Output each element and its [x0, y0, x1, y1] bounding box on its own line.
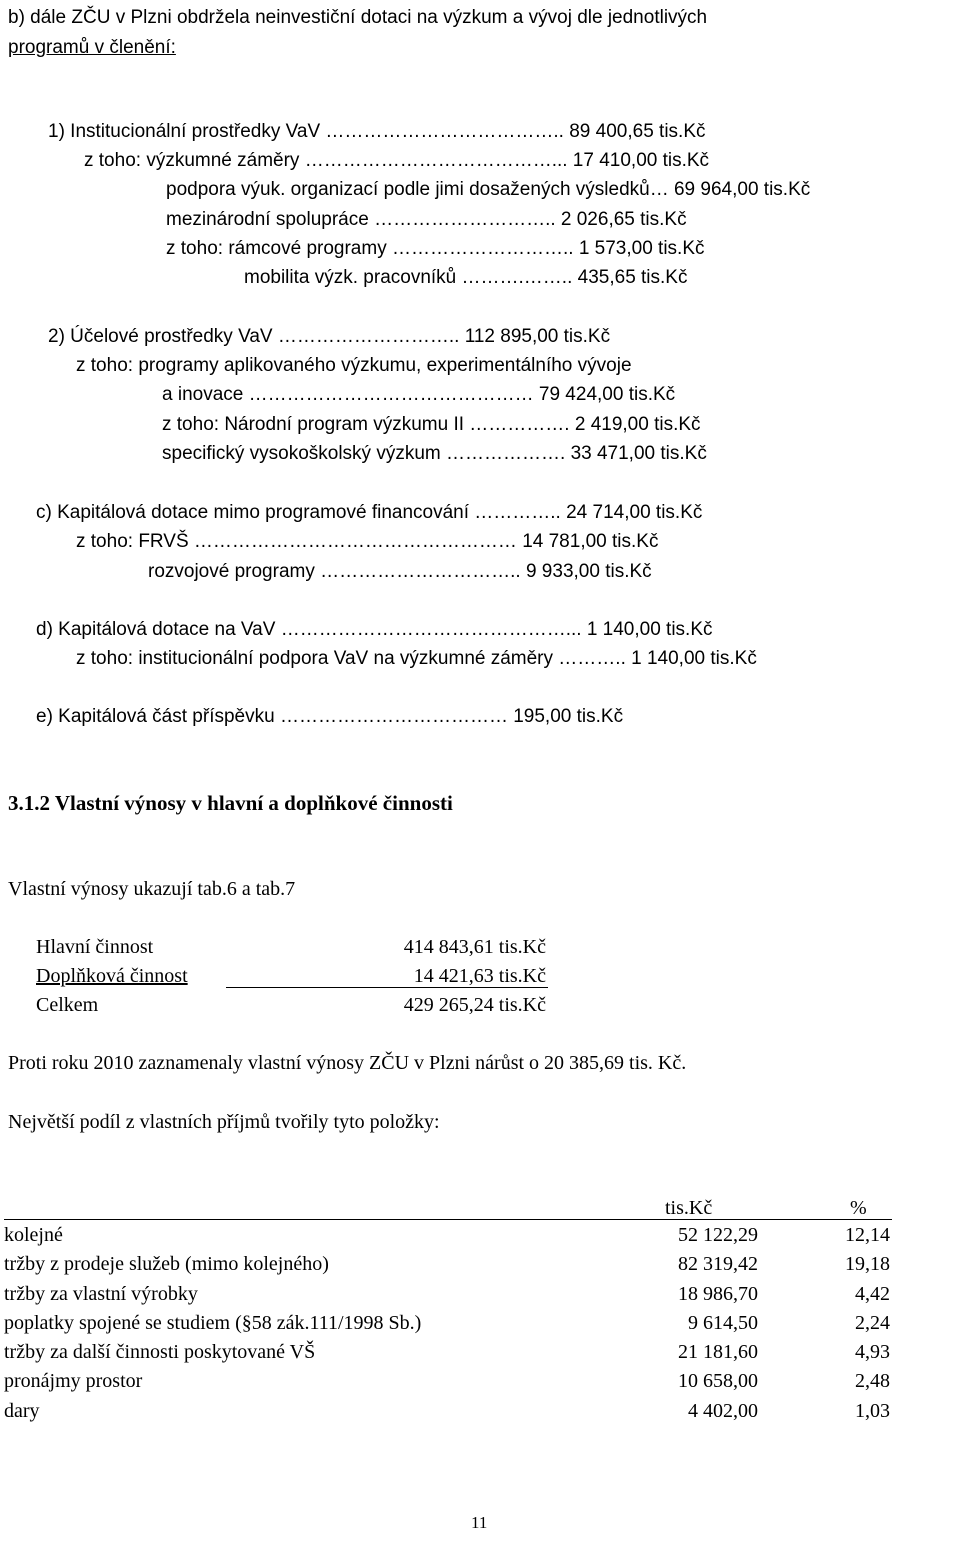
table-row-pct: 4,93	[855, 1341, 890, 1363]
s1-line-2: z toho: výzkumné záměry …………………………………... 17 410,00 tis.Kč	[84, 150, 710, 171]
table-row-pct: 19,18	[845, 1253, 890, 1275]
summary-value-2: 14 421,63 tis.Kč	[413, 965, 546, 987]
table-row-value: 82 319,42	[678, 1253, 758, 1275]
table-row-label: poplatky spojené se studiem (§58 zák.111/1998 Sb.)	[4, 1312, 422, 1334]
table-row-pct: 1,03	[855, 1400, 890, 1422]
table-row-label: tržby z prodeje služeb (mimo kolejného)	[4, 1253, 329, 1275]
summary-value-3: 429 265,24 tis.Kč	[403, 994, 546, 1016]
s2-line-4: z toho: Národní program výzkumu II ……………. 2 419,00 tis.Kč	[162, 414, 701, 435]
se-line-1: e) Kapitálová část příspěvku ……………………………… 195,00 tis.Kč	[36, 706, 624, 727]
table-header-pct: %	[850, 1197, 867, 1219]
intro-line-1: b) dále ZČU v Plzni obdržela neinvestiční dotaci na výzkum a vývoj dle jednotlivých	[8, 7, 708, 28]
sc-line-2: z toho: FRVŠ …………………………………………… 14 781,00 tis.Kč	[76, 531, 659, 552]
page-number: 11	[471, 1513, 488, 1532]
table-row-value: 4 402,00	[688, 1400, 758, 1422]
summary-rule	[226, 987, 548, 988]
s2-line-5: specifický vysokoškolský výzkum ………………. 33 471,00 tis.Kč	[162, 443, 707, 464]
table-row-value: 52 122,29	[678, 1224, 758, 1246]
s2-line-2: z toho: programy aplikovaného výzkumu, experimentálního vývoje	[76, 355, 632, 376]
table-row-value: 10 658,00	[678, 1370, 758, 1392]
table-row-value: 18 986,70	[678, 1283, 758, 1305]
s2-line-1: 2) Účelové prostředky VaV ……………………….. 112 895,00 tis.Kč	[48, 326, 611, 347]
paragraph-polozky: Největší podíl z vlastních příjmů tvořily tyto položky:	[8, 1111, 440, 1133]
summary-label-1: Hlavní činnost	[36, 936, 154, 958]
sd-line-2: z toho: institucionální podpora VaV na výzkumné záměry ……….. 1 140,00 tis.Kč	[76, 648, 757, 669]
s1-line-3: podpora výuk. organizací podle jimi dosažených výsledků… 69 964,00 tis.Kč	[166, 179, 811, 200]
table-row-pct: 2,48	[855, 1370, 890, 1392]
summary-label-3: Celkem	[36, 994, 99, 1016]
table-row-value: 21 181,60	[678, 1341, 758, 1363]
sc-line-3: rozvojové programy ………………………….. 9 933,00 tis.Kč	[148, 561, 652, 582]
table-row-label: kolejné	[4, 1224, 63, 1246]
summary-label-2: Doplňková činnost	[36, 965, 188, 987]
summary-value-1: 414 843,61 tis.Kč	[403, 936, 546, 958]
table-row-label: dary	[4, 1400, 40, 1422]
table-row-pct: 4,42	[855, 1283, 890, 1305]
paragraph-vlastni-vynosy: Vlastní výnosy ukazují tab.6 a tab.7	[8, 878, 296, 900]
s1-line-6: mobilita výzk. pracovníků ……….…….. 435,65 tis.Kč	[244, 267, 688, 288]
table-row-label: pronájmy prostor	[4, 1370, 143, 1392]
s2-line-3: a inovace ……………………………………… 79 424,00 tis.Kč	[162, 384, 676, 405]
sd-line-1: d) Kapitálová dotace na VaV ………………………………………... 1 140,00 tis.Kč	[36, 619, 713, 640]
intro-line-2: programů v členění:	[8, 37, 176, 58]
sc-line-1: c) Kapitálová dotace mimo programové financování ………….. 24 714,00 tis.Kč	[36, 502, 703, 523]
table-row-pct: 2,24	[855, 1312, 890, 1334]
s1-line-4: mezinárodní spolupráce ……………………….. 2 026,65 tis.Kč	[166, 209, 687, 230]
paragraph-narust: Proti roku 2010 zaznamenaly vlastní výnosy ZČU v Plzni nárůst o 20 385,69 tis. Kč.	[8, 1052, 687, 1074]
table-row-label: tržby za další činnosti poskytované VŠ	[4, 1341, 316, 1363]
table-row-value: 9 614,50	[688, 1312, 758, 1334]
table-row-label: tržby za vlastní výrobky	[4, 1283, 198, 1305]
s1-line-1: 1) Institucionální prostředky VaV ……………………………….. 89 400,65 tis.Kč	[48, 121, 706, 142]
s1-line-5: z toho: rámcové programy ……………………….. 1 573,00 tis.Kč	[166, 238, 705, 259]
table-header-value: tis.Kč	[665, 1197, 713, 1219]
table-row-pct: 12,14	[845, 1224, 890, 1246]
section-heading: 3.1.2 Vlastní výnosy v hlavní a doplňkové činnosti	[8, 791, 453, 815]
table-header-rule	[4, 1219, 892, 1220]
